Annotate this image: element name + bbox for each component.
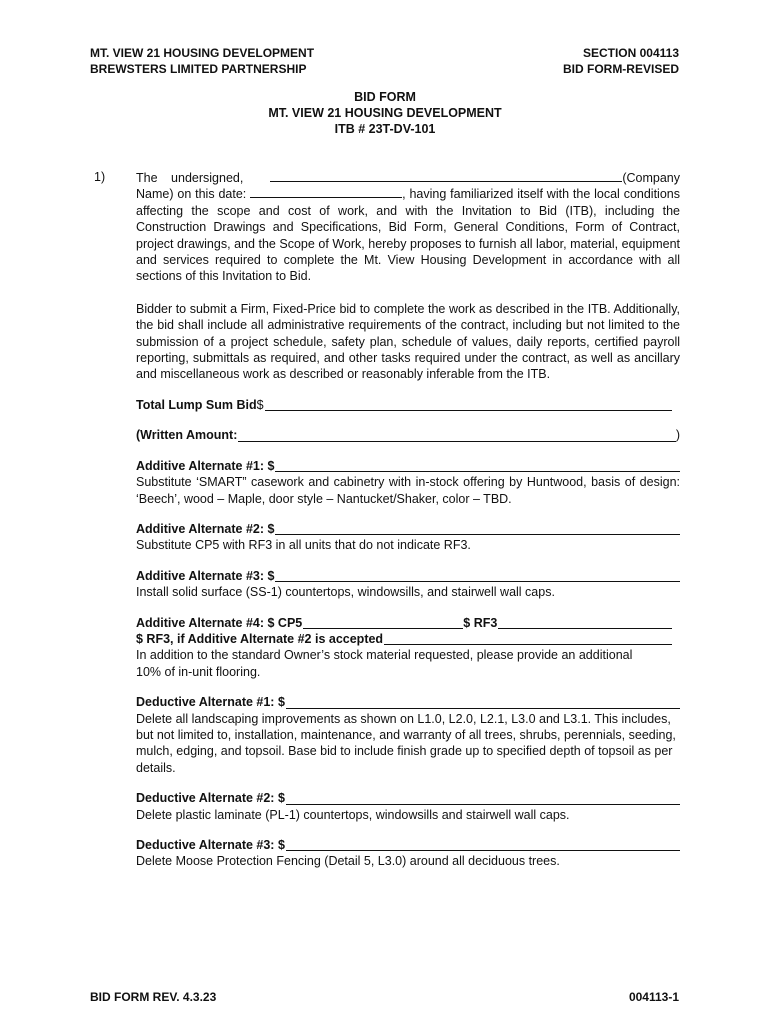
date-field[interactable] bbox=[250, 186, 402, 198]
total-lump-sum-row: Total Lump Sum Bid $ bbox=[136, 397, 680, 413]
deductive-alternate-2-desc: Delete plastic laminate (PL-1) countertops, windowsills and stairwell wall caps. bbox=[136, 807, 570, 822]
deductive-alternate-2-row: Deductive Alternate #2: $ bbox=[136, 790, 680, 806]
total-lump-sum-field[interactable] bbox=[265, 398, 672, 411]
intro-paragraph: The undersigned, (Company Name) on this date: , having familiarized itself with the local conditions affecting the scope and cost of work, and with the Invitation to Bid (ITB), including the Construction Drawings and Specifications, Bid Form, General Conditions, Form of Contract, project drawings, and the Scope of Work, hereby proposes to furnish all labor, material, equipment and services required to complete the Mt. View Housing Development in accordance with all sections of this Invitation to Bid. bbox=[136, 171, 680, 284]
bid-requirements-paragraph: Bidder to submit a Firm, Fixed-Price bid to complete the work as described in the ITB. Additionally, the bid shall include all administrative requirements of the contract, including but not limited to the submission of a project schedule, safety plan, schedule of values, daily reports, certified payroll reporting, submittals as required, and other tasks required under the contract, as well as ancillary and miscellaneous work as described or reasonably inferable from the ITB. bbox=[136, 301, 680, 382]
additive-alternate-2-desc: Substitute CP5 with RF3 in all units that do not indicate RF3. bbox=[136, 538, 471, 553]
title-line-3: ITB # 23T-DV-101 bbox=[334, 122, 436, 136]
additive-alternate-1-field[interactable] bbox=[275, 459, 680, 472]
footer-revision: BID FORM REV. 4.3.23 bbox=[90, 990, 217, 1004]
additive-alternate-4-cp5-field[interactable] bbox=[303, 616, 463, 629]
additive-alternate-1-row: Additive Alternate #1: $ bbox=[136, 458, 680, 474]
additive-alternate-3-desc: Install solid surface (SS-1) countertops, windowsills, and stairwell wall caps. bbox=[136, 585, 555, 600]
project-name: MT. VIEW 21 HOUSING DEVELOPMENT bbox=[90, 46, 315, 60]
header-right bbox=[563, 45, 679, 77]
additive-alternate-4-accepted-field[interactable] bbox=[384, 632, 672, 645]
written-amount-field[interactable] bbox=[238, 429, 675, 442]
additive-alternate-2-row: Additive Alternate #2: $ bbox=[136, 521, 680, 537]
item-number: 1) bbox=[94, 170, 106, 184]
section-title: BID FORM-REVISED bbox=[562, 62, 679, 76]
deductive-alternate-1-field[interactable] bbox=[286, 696, 680, 709]
deductive-alternate-1-desc: Delete all landscaping improvements as shown on L1.0, L2.0, L2.1, L3.0 and L3.1. This includes, but not limited to, installation, maintenance, and warranty of all trees, shrubs, perennials, seeding, mulch, edging, and topsoil. Base bid to include finish grade up to specified depth of topsoil as per details. bbox=[136, 711, 676, 775]
header-left bbox=[90, 45, 314, 77]
additive-alternate-2-field[interactable] bbox=[275, 522, 680, 535]
footer-page-number: 004113-1 bbox=[628, 990, 679, 1004]
additive-alternate-3-row: Additive Alternate #3: $ bbox=[136, 568, 680, 584]
additive-alternate-4-row-2: $ RF3, if Additive Alternate #2 is accepted bbox=[136, 631, 680, 647]
additive-alternate-4-row: Additive Alternate #4: $ CP5 $ RF3 bbox=[136, 615, 680, 631]
deductive-alternate-1-row: Deductive Alternate #1: $ bbox=[136, 694, 680, 710]
additive-alternate-4-desc: In addition to the standard Owner’s stock material requested, please provide an additional 10% of in-unit flooring. bbox=[136, 648, 633, 679]
deductive-alternate-3-desc: Delete Moose Protection Fencing (Detail 5, L3.0) around all deciduous trees. bbox=[136, 854, 560, 869]
deductive-alternate-2-field[interactable] bbox=[286, 792, 680, 805]
written-amount-row: (Written Amount: ) bbox=[136, 428, 680, 443]
additive-alternate-4-rf3-field[interactable] bbox=[498, 616, 672, 629]
section-number: SECTION 004113 bbox=[582, 46, 679, 60]
owner-name: BREWSTERS LIMITED PARTNERSHIP bbox=[90, 62, 307, 76]
deductive-alternate-3-field[interactable] bbox=[286, 838, 680, 851]
additive-alternate-1-desc: Substitute ‘SMART” casework and cabinetry with in-stock offering by Huntwood, basis of design: ‘Beech’, wood – Maple, door style – Nantucket/Shaker, color – TBD. bbox=[136, 475, 680, 506]
company-name-field[interactable] bbox=[270, 170, 622, 182]
title-line-2: MT. VIEW 21 HOUSING DEVELOPMENT bbox=[268, 106, 502, 120]
deductive-alternate-3-row: Deductive Alternate #3: $ bbox=[136, 837, 680, 853]
additive-alternate-3-field[interactable] bbox=[275, 569, 680, 582]
document-title bbox=[0, 89, 770, 137]
title-line-1: BID FORM bbox=[354, 90, 416, 104]
form-body bbox=[136, 170, 680, 870]
